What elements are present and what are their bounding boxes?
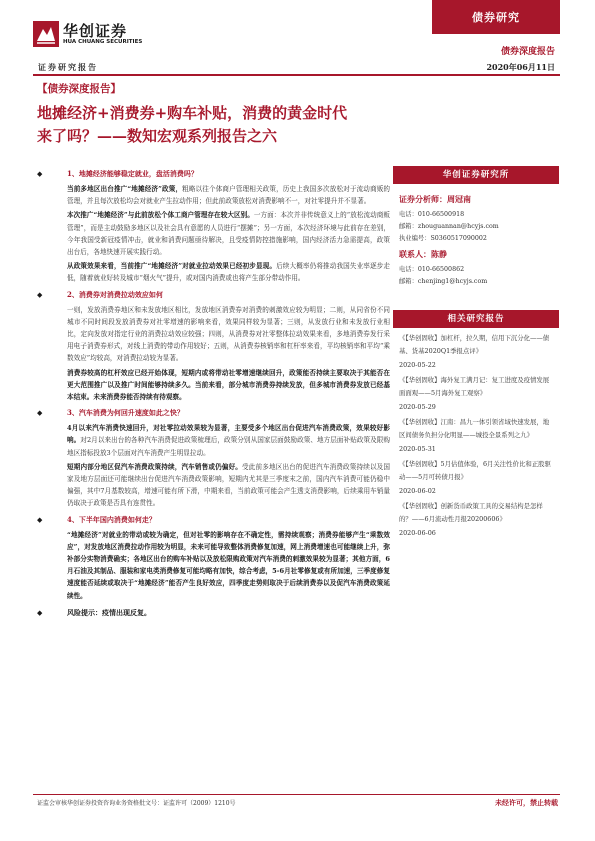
page-title: 地摊经济+消费券+购车补贴，消费的黄金时代来了吗？——数知宏观系列报告之六	[37, 104, 348, 145]
risk-warning: ◆ 风险提示：疫情出现反复。	[37, 607, 151, 617]
paragraph: 一则，发放消费券地区和未发放地区相比，发放地区消费券对消费的刺激效应较为明显；二则，从同省份不同城市不同时间段发放消费券对社零增速的影响来看，效果同样较为显著；三则，从发放行业和未发放行业相比，定向发放对指定行业的消费拉动效应较强；四则，从消费券对社零整体拉动效果来看，多地消费券发行采用电子消费券形式，对线上消费的带动作用较好；五则，从消费券核销率和杠杆率来看，平均核销率和平均“乘数效应”均较高，对消费拉动较为显著。	[67, 305, 390, 363]
related-report-link[interactable]: 《【华创固收】5月估值体验，6月关注性价比和正股驱动——5月可转债月报》	[399, 460, 551, 481]
report-type: 债券深度报告	[500, 47, 555, 57]
company-name-en: HUA CHUANG SECURITIES	[63, 39, 143, 45]
contact-phone: 电话：010-66500862	[399, 266, 465, 273]
section-heading: ◆ 4、下半年国内消费如何走？	[37, 514, 156, 524]
paragraph: “地摊经济”对就业的带动或较为确定，但对社零的影响存在不确定性，需持续观察；消费券能够产生“乘数效应”，对发放地区消费拉动作用较为明显，未来可能导致整体消费修复加速，网上消费增速也可能继续上升，弥补部分实物消费确实；各地区出台的购车补贴以及放松限购政策对汽车消费的刺激效果较为显著；其他方面，6月石油及其制品、服装和家电类消费修复可能均略有加快，综合考虑，5-6月社零修复或有所加速，三季度修复速度能否延续或取决于“地摊经济”能否产生良好效应，四季度走势则取决于后续消费券以及促汽车消费政策延续性。	[67, 530, 390, 600]
related-reports-title: 相关研究报告	[393, 310, 559, 328]
section-heading: ◆ 3、汽车消费为何回升速度如此之快？	[37, 408, 184, 418]
report-tag: 【债券深度报告】	[37, 83, 121, 95]
related-report-date: 2020-06-02	[399, 487, 436, 495]
contact-name: 联系人：陈静	[399, 249, 447, 259]
company-logo-icon	[33, 21, 59, 47]
contact-email[interactable]: 邮箱：chenjing1@hcyjs.com	[399, 278, 488, 285]
paragraph: 短期内部分地区促汽车消费政策持续，汽车销售或仍偏好。受此前多地区出台的促进汽车消费政策持续以及国家及地方层面还可能继续出台促进汽车消费政策影响，短期内尤其是三季度末之前，国内汽车消费可能仍稳中偏强，其中7月基数较高，增速可能有所下滑，中期来看，当前政策可能会产生透支消费影响，后续乘用车销量仍取决于政策是否具有连贯性。	[67, 462, 391, 508]
company-name: 华创证券	[63, 22, 128, 40]
diamond-bullet-icon: ◆	[37, 408, 43, 418]
analyst-info	[393, 188, 559, 292]
related-report-date: 2020-05-31	[399, 445, 436, 453]
paragraph: 本次推广“地摊经济”与此前放松个体工商户管理存在较大区别。一方面：本次并非传统意义上的“放松流动商贩管理”，而是主动鼓励多地区以及社会具有意愿的人员进行“摆摊”；另一方面，本次经济环境与此前存在差别，今年我国受新冠疫情冲击，就业和消费问题亟待解决，且受疫情防控措施影响，国内经济活力急需提高，政策出台后，各地快速开展实践行动。	[67, 211, 390, 257]
analyst-phone: 电话：010-66500918	[399, 211, 465, 218]
institute-title: 华创证券研究所	[393, 166, 559, 184]
paragraph: 4月以来汽车消费快速回升，对社零拉动效果较为显著，主要受多个地区出台促进汽车消费政策，效果较好影响。对2月以来出台的各种汽车消费促进政策梳理后，政策分别从国家层面鼓励政策、地方层面补贴政策及限购地区指标投放3个层面对汽车消费产生明显拉动。	[67, 424, 391, 457]
diamond-bullet-icon: ◆	[37, 289, 43, 299]
division-label: 证券研究报告	[38, 62, 98, 72]
diamond-bullet-icon: ◆	[37, 607, 43, 617]
license-notice: 证监会审核华创证券投资咨询业务资格批文号：证监许可（2009）1210号	[37, 800, 236, 807]
paragraph: 当前多地区出台推广“地摊经济”政策，粗略以往个体商户管理相关政策，历史上我国多次放松对于流动商贩的管理，并且每次放松均会对就业产生拉动作用；但此前政策放松对消费影响不一，对社零提升并不显著。	[67, 185, 390, 206]
analyst-license: 执业编号：S0360517090002	[399, 235, 487, 242]
company-logo	[33, 18, 153, 73]
related-report-link[interactable]: 《【华创固收】江南：昌九一体引领省域快速发展，地区间债务负担分化明显——城投全景系列之九》	[399, 418, 550, 439]
analyst-name: 证券分析师：周冠南	[399, 194, 471, 204]
footer-divider	[33, 794, 560, 795]
analyst-email[interactable]: 邮箱：zhouguannan@hcyjs.com	[399, 223, 499, 230]
report-date: 2020年06月11日	[486, 62, 555, 72]
related-report-date: 2020-05-29	[399, 403, 436, 411]
related-report-link[interactable]: 《【华创固收】加杠杆，拉久期，信用下沉分化——债基、货基2020Q1季报点评》	[399, 334, 550, 355]
diamond-bullet-icon: ◆	[37, 514, 43, 524]
related-report-link[interactable]: 《【华创固收】海外复工满月记：复工进度及疫情发展面面观——5月海外复工观察》	[399, 376, 550, 397]
sidebar	[393, 166, 559, 542]
related-report-date: 2020-06-06	[399, 529, 436, 537]
section-heading: ◆ 2、消费券对消费拉动效应如何	[37, 289, 163, 299]
related-report-date: 2020-05-22	[399, 361, 436, 369]
paragraph: 从政策效果来看，当前推广“地摊经济”对就业拉动效果已经初步显现。后续大概率仍将推动我国失业率逐步走低，随着就业好转及城市“烟火气”提升，或对国内消费或也将产生部分带动作用。	[67, 262, 391, 283]
related-report-link[interactable]: 《【华创固收】创新货币政策工具的交易结构是怎样的？——6月流动性月报20200606》	[399, 502, 543, 523]
related-reports-list	[393, 328, 559, 540]
header-divider	[33, 74, 560, 76]
category-tab: 债券研究	[432, 0, 560, 34]
paragraph: 消费券较高的杠杆效应已经开始体现，短期内或将带动社零增速继续回升，政策能否持续主要取决于其能否在更大范围推广以及推广时间能够持续多久。当前来看，部分城市消费券持续发放，但多城市消费券发放已经基本结束。未来消费券能否持续有待观察。	[67, 368, 390, 402]
section-heading: ◆ 1、地摊经济能够稳定就业，盘活消费吗？	[37, 169, 198, 178]
diamond-bullet-icon: ◆	[37, 169, 43, 178]
copyright-notice: 未经许可，禁止转载	[495, 798, 558, 807]
main-content	[37, 164, 390, 618]
